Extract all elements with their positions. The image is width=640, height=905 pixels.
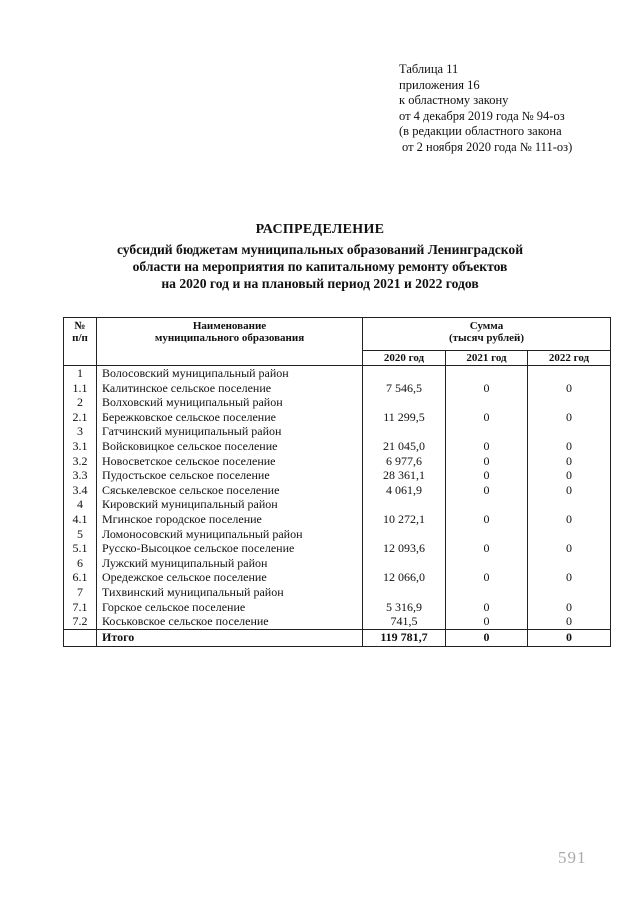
page-number-stamp: 591 bbox=[558, 848, 587, 867]
row-value-2020: 12 093,6 bbox=[363, 541, 446, 556]
row-number: 6 bbox=[64, 556, 97, 571]
row-value-2020: 7 546,5 bbox=[363, 381, 446, 396]
row-value-2020: 741,5 bbox=[363, 614, 446, 629]
row-number: 4.1 bbox=[64, 512, 97, 527]
header-year-2020: 2020 год bbox=[363, 351, 446, 366]
row-value-2022: 0 bbox=[528, 468, 611, 483]
row-name: Тихвинский муниципальный район bbox=[97, 585, 363, 600]
row-number: 7 bbox=[64, 585, 97, 600]
total-label: Итого bbox=[97, 629, 363, 646]
row-value-2020: 6 977,6 bbox=[363, 454, 446, 469]
row-value-2021 bbox=[446, 585, 528, 600]
row-value-2021: 0 bbox=[446, 614, 528, 629]
row-name: Русско-Высоцкое сельское поселение bbox=[97, 541, 363, 556]
document-subtitle bbox=[0, 241, 640, 292]
row-value-2021: 0 bbox=[446, 512, 528, 527]
row-number: 6.1 bbox=[64, 570, 97, 585]
row-name: Гатчинский муниципальный район bbox=[97, 424, 363, 439]
subtitle-line: на 2020 год и на плановый период 2021 и 2022 годов bbox=[161, 276, 479, 291]
row-value-2021 bbox=[446, 527, 528, 542]
header-line: к областному закону bbox=[399, 93, 509, 108]
row-value-2020: 10 272,1 bbox=[363, 512, 446, 527]
row-name: Войсковицкое сельское поселение bbox=[97, 439, 363, 454]
table-row bbox=[64, 483, 611, 498]
table-row bbox=[64, 410, 611, 425]
row-value-2021: 0 bbox=[446, 468, 528, 483]
row-value-2021 bbox=[446, 556, 528, 571]
subtitle-line: области на мероприятия по капитальному ремонту объектов bbox=[132, 259, 508, 274]
row-value-2022 bbox=[528, 395, 611, 410]
header-line: приложения 16 bbox=[399, 77, 480, 92]
row-number: 1.1 bbox=[64, 381, 97, 396]
row-name: Бережковское сельское поселение bbox=[97, 410, 363, 425]
table-row bbox=[64, 424, 611, 439]
row-number: 5 bbox=[64, 527, 97, 542]
row-value-2022: 0 bbox=[528, 483, 611, 498]
total-2021: 0 bbox=[446, 629, 528, 646]
header-year-2022: 2022 год bbox=[528, 351, 611, 366]
row-name: Сяськелевское сельское поселение bbox=[97, 483, 363, 498]
header-number-symbol: № bbox=[74, 320, 86, 332]
row-value-2022 bbox=[528, 366, 611, 381]
row-name: Кировский муниципальный район bbox=[97, 497, 363, 512]
header-number-label: п/п bbox=[72, 332, 88, 344]
row-value-2022: 0 bbox=[528, 512, 611, 527]
row-value-2020: 4 061,9 bbox=[363, 483, 446, 498]
row-value-2021: 0 bbox=[446, 541, 528, 556]
row-number: 2 bbox=[64, 395, 97, 410]
table-row bbox=[64, 366, 611, 381]
row-name: Лужский муниципальный район bbox=[97, 556, 363, 571]
total-2022: 0 bbox=[528, 629, 611, 646]
row-value-2020 bbox=[363, 497, 446, 512]
row-value-2021 bbox=[446, 497, 528, 512]
row-value-2020 bbox=[363, 527, 446, 542]
row-value-2020: 5 316,9 bbox=[363, 600, 446, 615]
row-number: 3.4 bbox=[64, 483, 97, 498]
row-value-2021 bbox=[446, 424, 528, 439]
appendix-header bbox=[399, 62, 572, 156]
row-number: 3 bbox=[64, 424, 97, 439]
row-name: Новосветское сельское поселение bbox=[97, 454, 363, 469]
row-number: 7.2 bbox=[64, 614, 97, 629]
total-row bbox=[64, 629, 611, 646]
header-name-line1: Наименование bbox=[192, 320, 267, 332]
row-value-2022 bbox=[528, 556, 611, 571]
row-value-2022: 0 bbox=[528, 600, 611, 615]
table-row bbox=[64, 570, 611, 585]
row-value-2022: 0 bbox=[528, 570, 611, 585]
row-value-2021 bbox=[446, 395, 528, 410]
row-name: Пудостьское сельское поселение bbox=[97, 468, 363, 483]
row-number: 4 bbox=[64, 497, 97, 512]
header-number-cell bbox=[64, 318, 97, 366]
row-value-2021: 0 bbox=[446, 454, 528, 469]
header-year-2021: 2021 год bbox=[446, 351, 528, 366]
table-row bbox=[64, 395, 611, 410]
row-value-2020 bbox=[363, 556, 446, 571]
total-2020: 119 781,7 bbox=[363, 629, 446, 646]
header-sum-line2: (тысяч рублей) bbox=[448, 332, 525, 344]
row-number: 2.1 bbox=[64, 410, 97, 425]
row-value-2022: 0 bbox=[528, 541, 611, 556]
row-value-2021: 0 bbox=[446, 483, 528, 498]
table-row bbox=[64, 541, 611, 556]
row-value-2020 bbox=[363, 424, 446, 439]
row-value-2020: 12 066,0 bbox=[363, 570, 446, 585]
table-row bbox=[64, 600, 611, 615]
header-line: (в редакции областного закона bbox=[399, 124, 562, 139]
row-value-2020: 11 299,5 bbox=[363, 410, 446, 425]
row-name: Волосовский муниципальный район bbox=[97, 366, 363, 381]
header-sum-line1: Сумма bbox=[469, 320, 504, 332]
row-value-2021 bbox=[446, 366, 528, 381]
row-value-2021: 0 bbox=[446, 381, 528, 396]
row-value-2020 bbox=[363, 395, 446, 410]
header-line: Таблица 11 bbox=[399, 62, 459, 76]
row-number: 3.2 bbox=[64, 454, 97, 469]
row-value-2022 bbox=[528, 585, 611, 600]
row-name: Коськовское сельское поселение bbox=[97, 614, 363, 629]
distribution-table bbox=[63, 317, 611, 647]
row-name: Калитинское сельское поселение bbox=[97, 381, 363, 396]
row-value-2022: 0 bbox=[528, 454, 611, 469]
row-name: Мгинское городское поселение bbox=[97, 512, 363, 527]
row-number: 7.1 bbox=[64, 600, 97, 615]
row-value-2020: 21 045,0 bbox=[363, 439, 446, 454]
header-line: от 2 ноября 2020 года № 111-оз) bbox=[402, 139, 573, 154]
row-number: 3.3 bbox=[64, 468, 97, 483]
table-row bbox=[64, 468, 611, 483]
row-value-2022: 0 bbox=[528, 614, 611, 629]
row-name: Ломоносовский муниципальный район bbox=[97, 527, 363, 542]
table-row bbox=[64, 439, 611, 454]
header-name-cell bbox=[97, 318, 363, 366]
row-value-2022: 0 bbox=[528, 410, 611, 425]
total-num-cell bbox=[64, 629, 97, 646]
row-number: 5.1 bbox=[64, 541, 97, 556]
table-row bbox=[64, 512, 611, 527]
header-name-line2: муниципального образования bbox=[154, 332, 305, 344]
table-row bbox=[64, 585, 611, 600]
row-name: Оредежское сельское поселение bbox=[97, 570, 363, 585]
row-value-2020 bbox=[363, 366, 446, 381]
row-number: 3.1 bbox=[64, 439, 97, 454]
row-value-2022 bbox=[528, 497, 611, 512]
row-value-2021: 0 bbox=[446, 600, 528, 615]
row-value-2022: 0 bbox=[528, 439, 611, 454]
row-number: 1 bbox=[64, 366, 97, 381]
row-value-2021: 0 bbox=[446, 410, 528, 425]
table-row bbox=[64, 527, 611, 542]
table-row bbox=[64, 497, 611, 512]
row-value-2021: 0 bbox=[446, 439, 528, 454]
table-row bbox=[64, 614, 611, 629]
table-row bbox=[64, 381, 611, 396]
row-value-2021: 0 bbox=[446, 570, 528, 585]
subtitle-line: субсидий бюджетам муниципальных образований Ленинградской bbox=[116, 242, 524, 257]
table-row bbox=[64, 556, 611, 571]
row-name: Горское сельское поселение bbox=[97, 600, 363, 615]
header-line: от 4 декабря 2019 года № 94-оз bbox=[399, 108, 565, 123]
document-title: РАСПРЕДЕЛЕНИЕ bbox=[255, 222, 385, 237]
header-sum-cell bbox=[363, 318, 611, 351]
row-value-2022 bbox=[528, 527, 611, 542]
row-value-2020 bbox=[363, 585, 446, 600]
table-row bbox=[64, 454, 611, 469]
row-name: Волховский муниципальный район bbox=[97, 395, 363, 410]
row-value-2022 bbox=[528, 424, 611, 439]
row-value-2020: 28 361,1 bbox=[363, 468, 446, 483]
row-value-2022: 0 bbox=[528, 381, 611, 396]
